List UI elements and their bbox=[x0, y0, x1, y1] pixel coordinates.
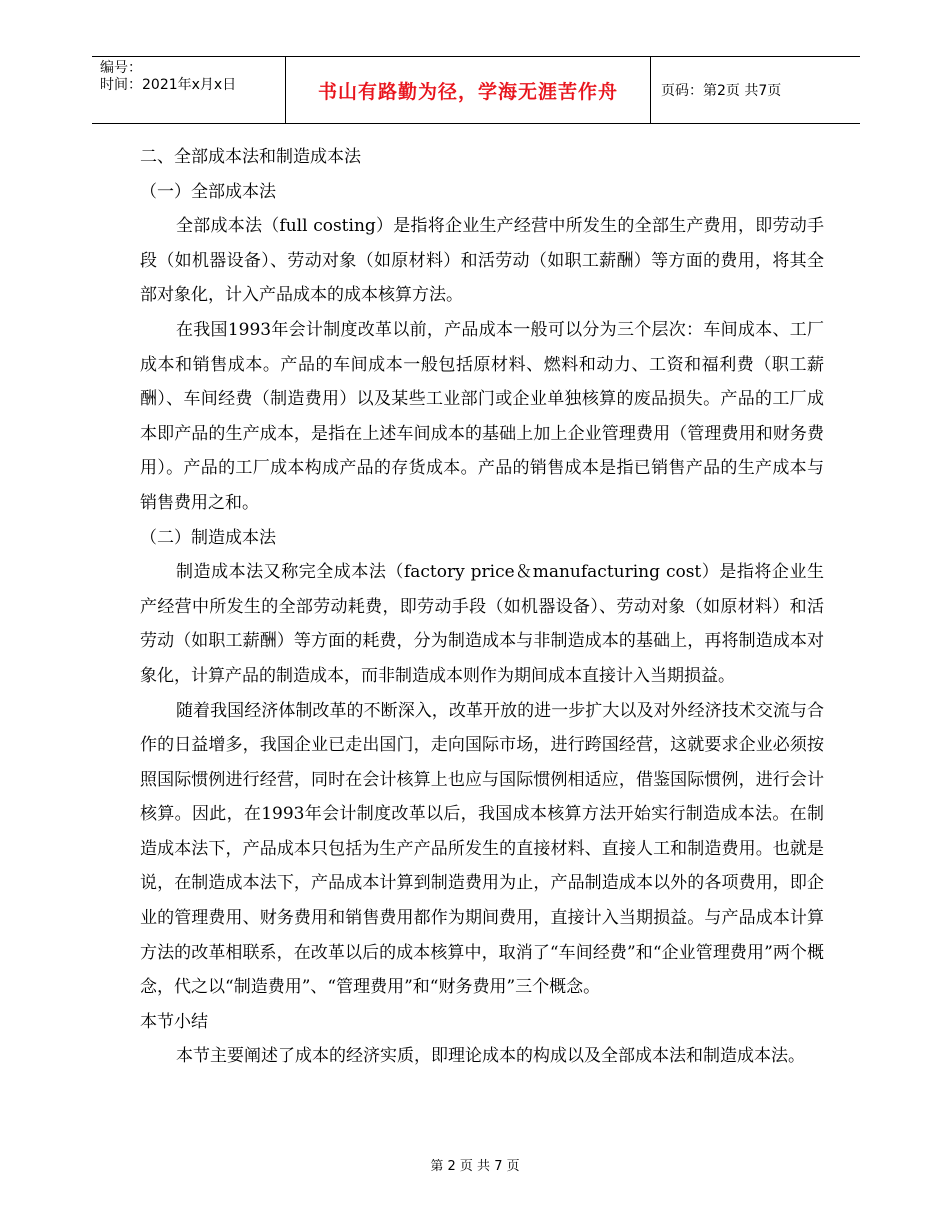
document-number-label: 编号： bbox=[100, 60, 142, 76]
document-time-label: 时间：2021年x月x日 bbox=[100, 77, 237, 93]
subsection-title-manufacturing-cost: （二）制造成本法 bbox=[140, 527, 276, 548]
summary-title: 本节小结 bbox=[140, 1011, 208, 1032]
document-body bbox=[140, 140, 824, 1074]
header-page-info: 页码：第2页 共7页 bbox=[661, 83, 782, 99]
page-header bbox=[92, 56, 860, 124]
section-title: 二、全部成本法和制造成本法 bbox=[140, 147, 361, 167]
paragraph-full-costing-definition: 全部成本法（full costing）是指将企业生产经营中所发生的全部生产费用，即劳动手段（如机器设备）、劳动对象（如原材料）和活劳动（如职工薪酬）等方面的费用，将其全部对象化，计入产品成本的成本核算方法。 bbox=[140, 216, 824, 306]
page-footer: 第 2 页 共 7 页 bbox=[430, 1159, 520, 1174]
subsection-title-full-costing: （一）全部成本法 bbox=[140, 181, 276, 202]
paragraph-reform-background: 随着我国经济体制改革的不断深入，改革开放的进一步扩大以及对外经济技术交流与合作的日益增多，我国企业已走出国门，走向国际市场，进行跨国经营，这就要求企业必须按照国际惯例进行经营，同时在会计核算上也应与国际惯例相适应，借鉴国际惯例，进行会计核算。因此，在1993年会计制度改革以后，我国成本核算方法开始实行制造成本法。在制造成本法下，产品成本只包括为生产产品所发生的直接材料、直接人工和制造费用。也就是说，在制造成本法下，产品成本计算到制造费用为止，产品制造成本以外的各项费用，即企业的管理费用、财务费用和销售费用都作为期间费用，直接计入当期损益。与产品成本计算方法的改革相联系，在改革以后的成本核算中，取消了“车间经费”和“企业管理费用”两个概念，代之以“制造费用”、“管理费用”和“财务费用”三个概念。 bbox=[140, 700, 824, 998]
paragraph-manufacturing-cost-definition: 制造成本法又称完全成本法（factory price＆manufacturing cost）是指将企业生产经营中所发生的全部劳动耗费，即劳动手段（如机器设备）、劳动对象（如原材料）和活劳动（如职工薪酬）等方面的耗费，分为制造成本与非制造成本的基础上，再将制造成本对象化，计算产品的制造成本，而非制造成本则作为期间成本直接计入当期损益。 bbox=[140, 562, 824, 686]
paragraph-summary: 本节主要阐述了成本的经济实质，即理论成本的构成以及全部成本法和制造成本法。 bbox=[176, 1046, 805, 1067]
paragraph-pre-1993-cost-levels: 在我国1993年会计制度改革以前，产品成本一般可以分为三个层次：车间成本、工厂成本和销售成本。产品的车间成本一般包括原材料、燃料和动力、工资和福利费（职工薪酬）、车间经费（制造费用）以及某些工业部门或企业单独核算的废品损失。产品的工厂成本即产品的生产成本，是指在上述车间成本的基础上加上企业管理费用（管理费用和财务费用）。产品的工厂成本构成产品的存货成本。产品的销售成本是指已销售产品的生产成本与销售费用之和。 bbox=[140, 319, 824, 513]
header-motto: 书山有路勤为径，学海无涯苦作舟 bbox=[286, 57, 651, 123]
header-meta bbox=[92, 57, 286, 123]
